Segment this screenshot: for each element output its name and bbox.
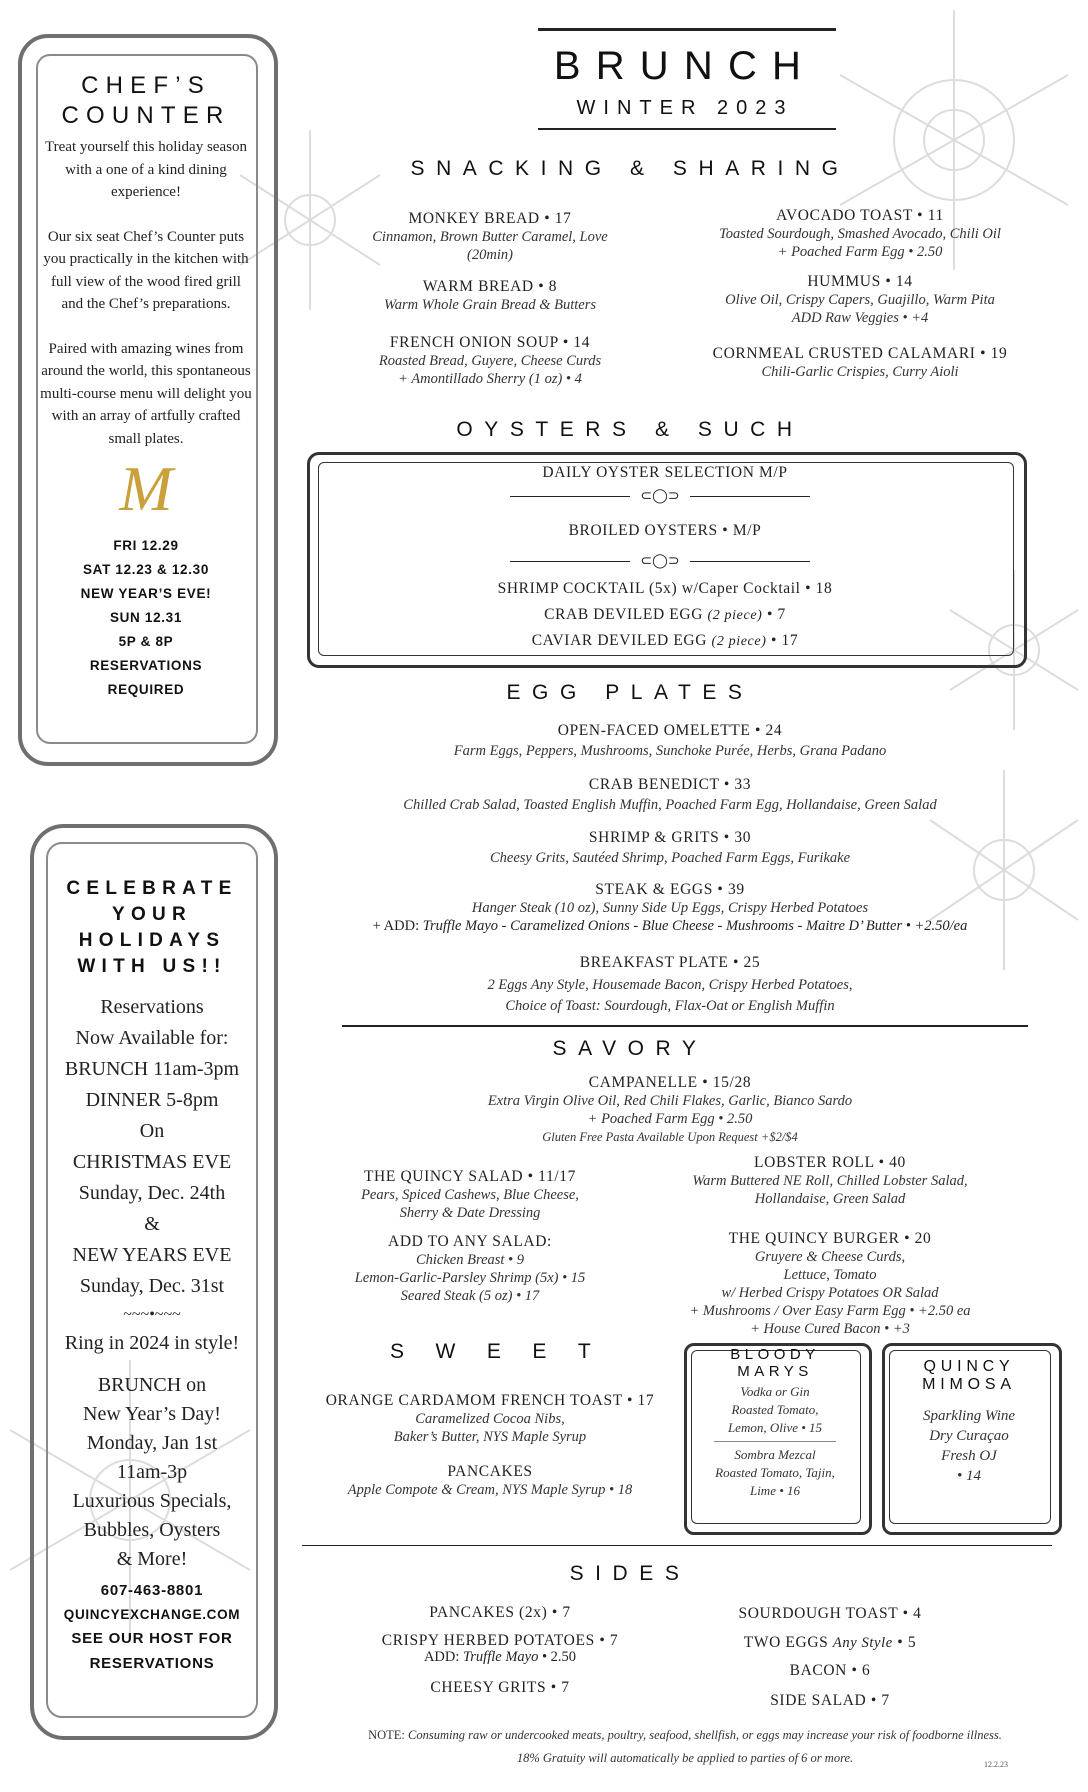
quincy-burger-name: THE QUINCY BURGER • 20 xyxy=(728,1230,932,1247)
steak-eggs-add-label: + ADD: xyxy=(372,918,423,934)
menu-item-name: FRENCH ONION SOUP • 14 xyxy=(389,334,591,351)
egg-shrimp-grits xyxy=(310,829,1030,867)
menu-item xyxy=(660,345,1060,381)
quincy-burger-desc-3: w/ Herbed Crispy Potatoes OR Salad xyxy=(721,1285,939,1301)
bloody-b-1: Sombra Mezcal xyxy=(734,1447,816,1462)
holidays-new-year xyxy=(42,1328,262,1359)
holidays-line: Luxurious Specials, xyxy=(72,1490,232,1512)
shrimp-grits-desc: Cheesy Grits, Sautéed Shrimp, Poached Farm Eggs, Furikake xyxy=(489,850,850,866)
side-salad: SIDE SALAD • 7 xyxy=(770,1692,890,1709)
oyster-crab-deviled-egg xyxy=(320,606,1010,624)
mimosa-line-1: Sparkling Wine xyxy=(922,1408,1016,1424)
add-to-salad-name: ADD TO ANY SALAD: xyxy=(388,1233,552,1250)
chefs-counter-date: SAT 12.23 & 12.30 xyxy=(82,562,210,577)
holidays-title xyxy=(42,876,262,980)
holidays-line: Monday, Jan 1st xyxy=(86,1432,218,1454)
shrimp-grits-name: SHRIMP & GRITS • 30 xyxy=(588,829,752,846)
menu-item-desc: (20min) xyxy=(467,247,513,263)
add-to-salad-desc-2: Lemon-Garlic-Parsley Shrimp (5x) • 15 xyxy=(354,1270,586,1286)
ornament-divider: ~~~•~~~ xyxy=(123,1306,181,1323)
menu-item-name: MONKEY BREAD • 17 xyxy=(408,210,572,227)
ornament-divider-glyph: ⊂◯⊃ xyxy=(630,553,690,570)
two-eggs-price: • 5 xyxy=(892,1634,917,1651)
holidays-title-line: YOUR xyxy=(112,904,192,925)
side-potatoes-add xyxy=(350,1649,650,1666)
menu-item xyxy=(660,207,1060,261)
menu-item xyxy=(340,334,640,388)
breakfast-plate-desc-1: 2 Eggs Any Style, Housemade Bacon, Crispy Herbed Potatoes, xyxy=(487,977,853,993)
potatoes-add-item: Truffle Mayo xyxy=(463,1649,539,1665)
savory-quincy-salad xyxy=(320,1168,620,1222)
steak-eggs-name: STEAK & EGGS • 39 xyxy=(595,881,745,898)
holidays-new-years-day xyxy=(42,1371,262,1574)
footer-note-text: Consuming raw or undercooked meats, poultry, seafood, shellfish, or eggs may increase your risk of foodborne illness. xyxy=(408,1728,1002,1742)
quincy-salad-name: THE QUINCY SALAD • 11/17 xyxy=(363,1168,577,1185)
steak-eggs-add xyxy=(300,917,1040,935)
bloody-marys-title-1: BLOODY xyxy=(730,1346,820,1363)
oyster-caviar-deviled-egg xyxy=(320,632,1010,650)
menu-item-desc: + Amontillado Sherry (1 oz) • 4 xyxy=(398,371,582,387)
omelette-name: OPEN-FACED OMELETTE • 24 xyxy=(557,722,783,739)
savory-lobster-roll xyxy=(650,1154,1010,1208)
lobster-roll-desc-2: Hollandaise, Green Salad xyxy=(754,1191,906,1207)
phone-number[interactable]: 607-463-8801 xyxy=(100,1582,204,1599)
holidays-line: DINNER 5-8pm xyxy=(85,1089,219,1111)
oyster-broiled: BROILED OYSTERS • M/P xyxy=(568,522,762,539)
egg-omelette xyxy=(310,722,1030,760)
holidays-line: Bubbles, Oysters xyxy=(83,1519,221,1541)
menu-item xyxy=(340,278,640,314)
quincy-salad-desc-2: Sherry & Date Dressing xyxy=(399,1205,541,1221)
menu-item-name: CORNMEAL CRUSTED CALAMARI • 19 xyxy=(712,345,1008,362)
menu-item-name: WARM BREAD • 8 xyxy=(422,278,558,295)
quincy-burger-desc-4: + Mushrooms / Over Easy Farm Egg • +2.50 ea xyxy=(689,1303,971,1319)
two-eggs-note: Any Style xyxy=(832,1635,893,1651)
sweet-heading: SWEET xyxy=(390,1340,623,1363)
chefs-counter xyxy=(38,72,254,702)
bloody-a-3: Lemon, Olive • 15 xyxy=(727,1420,823,1435)
holidays-line: New Year’s Day! xyxy=(83,1403,221,1425)
menu-subtitle: WINTER 2023 xyxy=(576,97,794,119)
holidays-line: & More! xyxy=(116,1548,188,1570)
breakfast-plate-name: BREAKFAST PLATE • 25 xyxy=(579,954,761,971)
menu-title: BRUNCH xyxy=(553,44,817,88)
holidays-promo xyxy=(42,876,262,1672)
campanelle-desc-1: Extra Virgin Olive Oil, Red Chili Flakes, Garlic, Bianco Sardo xyxy=(487,1093,853,1109)
add-to-salad-desc-3: Seared Steak (5 oz) • 17 xyxy=(400,1288,540,1304)
egg-crab-benedict xyxy=(310,776,1030,814)
mimosa-title-1: QUINCY xyxy=(923,1358,1015,1375)
holidays-title-line: HOLIDAYS xyxy=(78,930,226,951)
pancakes-name: PANCAKES xyxy=(447,1463,533,1480)
chefs-counter-p3: Paired with amazing wines from around the world, this spontaneous multi-course menu will delight you with an array of artfully crafted small plates. xyxy=(40,340,252,447)
holidays-line: & xyxy=(144,1213,160,1235)
holidays-line: Now Available for: xyxy=(75,1027,229,1049)
bloody-a-1: Vodka or Gin xyxy=(740,1384,810,1399)
footer-note xyxy=(300,1728,1070,1743)
monogram-logo: M xyxy=(119,453,173,524)
sweet-pancakes xyxy=(300,1463,680,1499)
pancakes-desc: Apple Compote & Cream, NYS Maple Syrup • 18 xyxy=(347,1482,633,1498)
holidays-line: BRUNCH on xyxy=(97,1374,207,1396)
mimosa-title-2: MIMOSA xyxy=(922,1376,1016,1393)
menu-item xyxy=(340,210,640,264)
quincy-salad-desc-1: Pears, Spiced Cashews, Blue Cheese, xyxy=(361,1187,579,1203)
add-to-salad-desc-1: Chicken Breast • 9 xyxy=(415,1252,525,1268)
savory-campanelle xyxy=(400,1074,940,1146)
bloody-marys xyxy=(690,1346,860,1500)
menu-item-desc: Cinnamon, Brown Butter Caramel, Love xyxy=(372,229,608,245)
bloody-marys-title-2: MARYS xyxy=(737,1363,813,1380)
savory-add-to-salad xyxy=(320,1233,620,1305)
bloody-divider xyxy=(714,1441,836,1442)
menu-item-name: AVOCADO TOAST • 11 xyxy=(776,207,944,224)
egg-plates-heading: EGG PLATES xyxy=(506,681,754,704)
header-bottom-rule xyxy=(538,128,836,130)
host-line-1: SEE OUR HOST FOR xyxy=(71,1630,233,1647)
snacking-left-column xyxy=(340,210,640,388)
chefs-counter-dates xyxy=(38,534,254,702)
bloody-b-3: Lime • 16 xyxy=(749,1483,801,1498)
menu-item-desc: + Poached Farm Egg • 2.50 xyxy=(777,244,943,260)
side-two-eggs xyxy=(680,1634,980,1652)
campanelle-desc-2: + Poached Farm Egg • 2.50 xyxy=(587,1111,753,1127)
side-crispy-potatoes: CRISPY HERBED POTATOES • 7 xyxy=(381,1632,619,1649)
footer-code: 12.2.23 xyxy=(984,1760,1008,1769)
crab-benedict-desc: Chilled Crab Salad, Toasted English Muffin, Poached Farm Egg, Hollandaise, Green Salad xyxy=(403,797,937,813)
caviar-deviled-egg-name: CAVIAR DEVILED EGG xyxy=(531,632,712,649)
menu-item-desc: Toasted Sourdough, Smashed Avocado, Chili Oil xyxy=(719,226,1001,242)
two-eggs-name: TWO EGGS xyxy=(743,1634,833,1651)
holidays-line: Reservations xyxy=(100,996,204,1018)
snacking-heading: SNACKING & SHARING xyxy=(410,157,850,180)
holidays-title-line: CELEBRATE xyxy=(66,878,238,899)
lobster-roll-name: LOBSTER ROLL • 40 xyxy=(754,1154,906,1171)
egg-steak-eggs xyxy=(300,881,1040,935)
campanelle-name: CAMPANELLE • 15/28 xyxy=(588,1074,752,1091)
menu-item-desc: Chili-Garlic Crispies, Curry Aioli xyxy=(761,364,959,380)
header-top-rule xyxy=(538,28,836,31)
caviar-deviled-egg-note: (2 piece) xyxy=(711,634,767,649)
side-sourdough-toast: SOURDOUGH TOAST • 4 xyxy=(738,1605,922,1622)
chefs-counter-date: RESERVATIONS xyxy=(89,658,203,673)
oyster-daily: DAILY OYSTER SELECTION M/P xyxy=(542,464,788,481)
lobster-roll-desc-1: Warm Buttered NE Roll, Chilled Lobster Salad, xyxy=(692,1173,968,1189)
holidays-title-line: WITH US!! xyxy=(77,956,227,977)
crab-deviled-egg-price: • 7 xyxy=(762,606,786,623)
caviar-deviled-egg-price: • 17 xyxy=(766,632,799,649)
crab-deviled-egg-note: (2 piece) xyxy=(707,608,763,623)
website-link[interactable]: QUINCYEXCHANGE.COM xyxy=(63,1607,241,1622)
sweet-french-toast xyxy=(300,1392,680,1446)
ornament-divider-glyph: ⊂◯⊃ xyxy=(630,488,690,505)
menu-item-desc: Olive Oil, Crispy Capers, Guajillo, Warm Pita xyxy=(725,292,995,308)
menu-item-desc: ADD Raw Veggies • +4 xyxy=(791,310,929,326)
chefs-counter-date: FRI 12.29 xyxy=(113,538,179,553)
quincy-mimosa xyxy=(886,1358,1052,1486)
chefs-counter-date: NEW YEAR’S EVE! xyxy=(80,586,212,601)
holidays-line: On xyxy=(139,1120,165,1142)
bloody-a-2: Roasted Tomato, xyxy=(731,1402,819,1417)
mimosa-line-4: • 14 xyxy=(956,1468,981,1484)
chefs-counter-title-1: CHEF’S xyxy=(81,72,211,99)
side-cheesy-grits: CHEESY GRITS • 7 xyxy=(430,1679,570,1696)
quincy-burger-desc-2: Lettuce, Tomato xyxy=(783,1267,877,1283)
sides-heading: SIDES xyxy=(569,1562,691,1585)
crab-deviled-egg-name: CRAB DEVILED EGG xyxy=(544,606,708,623)
sides-divider xyxy=(302,1545,1052,1546)
oyster-shrimp-cocktail: SHRIMP COCKTAIL (5x) w/Caper Cocktail • 18 xyxy=(497,580,833,597)
mimosa-line-3: Fresh OJ xyxy=(941,1448,997,1464)
snacking-right-column xyxy=(660,207,1060,381)
holidays-line: BRUNCH 11am-3pm xyxy=(64,1058,240,1080)
savory-quincy-burger xyxy=(650,1230,1010,1338)
chefs-counter-date: SUN 12.31 xyxy=(109,610,183,625)
side-pancakes: PANCAKES (2x) • 7 xyxy=(429,1604,571,1621)
french-toast-desc-2: Baker’s Butter, NYS Maple Syrup xyxy=(393,1429,587,1445)
oysters-heading: OYSTERS & SUCH xyxy=(456,418,804,441)
egg-savory-divider xyxy=(342,1025,1028,1027)
quincy-burger-desc-1: Gruyere & Cheese Curds, xyxy=(754,1249,906,1265)
host-line-2: RESERVATIONS xyxy=(89,1655,215,1672)
potatoes-add-label: ADD: xyxy=(423,1649,464,1665)
mimosa-line-2: Dry Curaçao xyxy=(929,1428,1009,1444)
chefs-counter-date: REQUIRED xyxy=(107,682,185,697)
steak-eggs-desc: Hanger Steak (10 oz), Sunny Side Up Eggs, Crispy Herbed Potatoes xyxy=(471,900,869,916)
holidays-line: NEW YEARS EVE xyxy=(72,1244,232,1266)
bloody-b-2: Roasted Tomato, Tajin, xyxy=(715,1465,835,1480)
menu-item-desc: Warm Whole Grain Bread & Butters xyxy=(384,297,596,313)
egg-breakfast-plate xyxy=(310,954,1030,1017)
omelette-desc: Farm Eggs, Peppers, Mushrooms, Sunchoke Purée, Herbs, Grana Padano xyxy=(453,743,887,759)
crab-benedict-name: CRAB BENEDICT • 33 xyxy=(588,776,752,793)
quincy-burger-desc-5: + House Cured Bacon • +3 xyxy=(750,1321,910,1337)
french-toast-name: ORANGE CARDAMOM FRENCH TOAST • 17 xyxy=(325,1392,655,1409)
menu-item-name: HUMMUS • 14 xyxy=(807,273,913,290)
chefs-counter-title-2: COUNTER xyxy=(61,102,231,129)
menu-item xyxy=(660,273,1060,327)
holidays-line: Sunday, Dec. 31st xyxy=(79,1275,225,1297)
potatoes-add-price: • 2.50 xyxy=(538,1649,577,1665)
footer-note-label: NOTE: xyxy=(368,1728,409,1742)
chefs-counter-date: 5P & 8P xyxy=(118,634,174,649)
chefs-counter-p1: Treat yourself this holiday season with a one of a kind dining experience! xyxy=(45,139,247,200)
holidays-line: CHRISTMAS EVE xyxy=(72,1151,232,1173)
holidays-line: 11am-3p xyxy=(116,1461,188,1483)
footer-gratuity: 18% Gratuity will automatically be applied to parties of 6 or more. xyxy=(516,1751,854,1765)
side-bacon: BACON • 6 xyxy=(789,1662,871,1679)
french-toast-desc-1: Caramelized Cocoa Nibs, xyxy=(415,1411,565,1427)
menu-item-desc: Roasted Bread, Guyere, Cheese Curds xyxy=(378,353,602,369)
breakfast-plate-desc-2: Choice of Toast: Sourdough, Flax-Oat or English Muffin xyxy=(505,998,835,1014)
campanelle-desc-3: Gluten Free Pasta Available Upon Request +$2/$4 xyxy=(542,1130,798,1144)
holidays-reservations xyxy=(42,992,262,1302)
holidays-line: Sunday, Dec. 24th xyxy=(78,1182,226,1204)
savory-heading: SAVORY xyxy=(552,1037,708,1060)
chefs-counter-p2: Our six seat Chef’s Counter puts you practically in the kitchen with full view of the wood fired grill and the Chef’s preparations. xyxy=(43,228,249,312)
steak-eggs-add-options: Truffle Mayo - Caramelized Onions - Blue Cheese - Mushrooms - Maitre D’ Butter • +2.50/ea xyxy=(422,918,968,934)
holidays-line: Ring in 2024 in style! xyxy=(64,1332,240,1354)
